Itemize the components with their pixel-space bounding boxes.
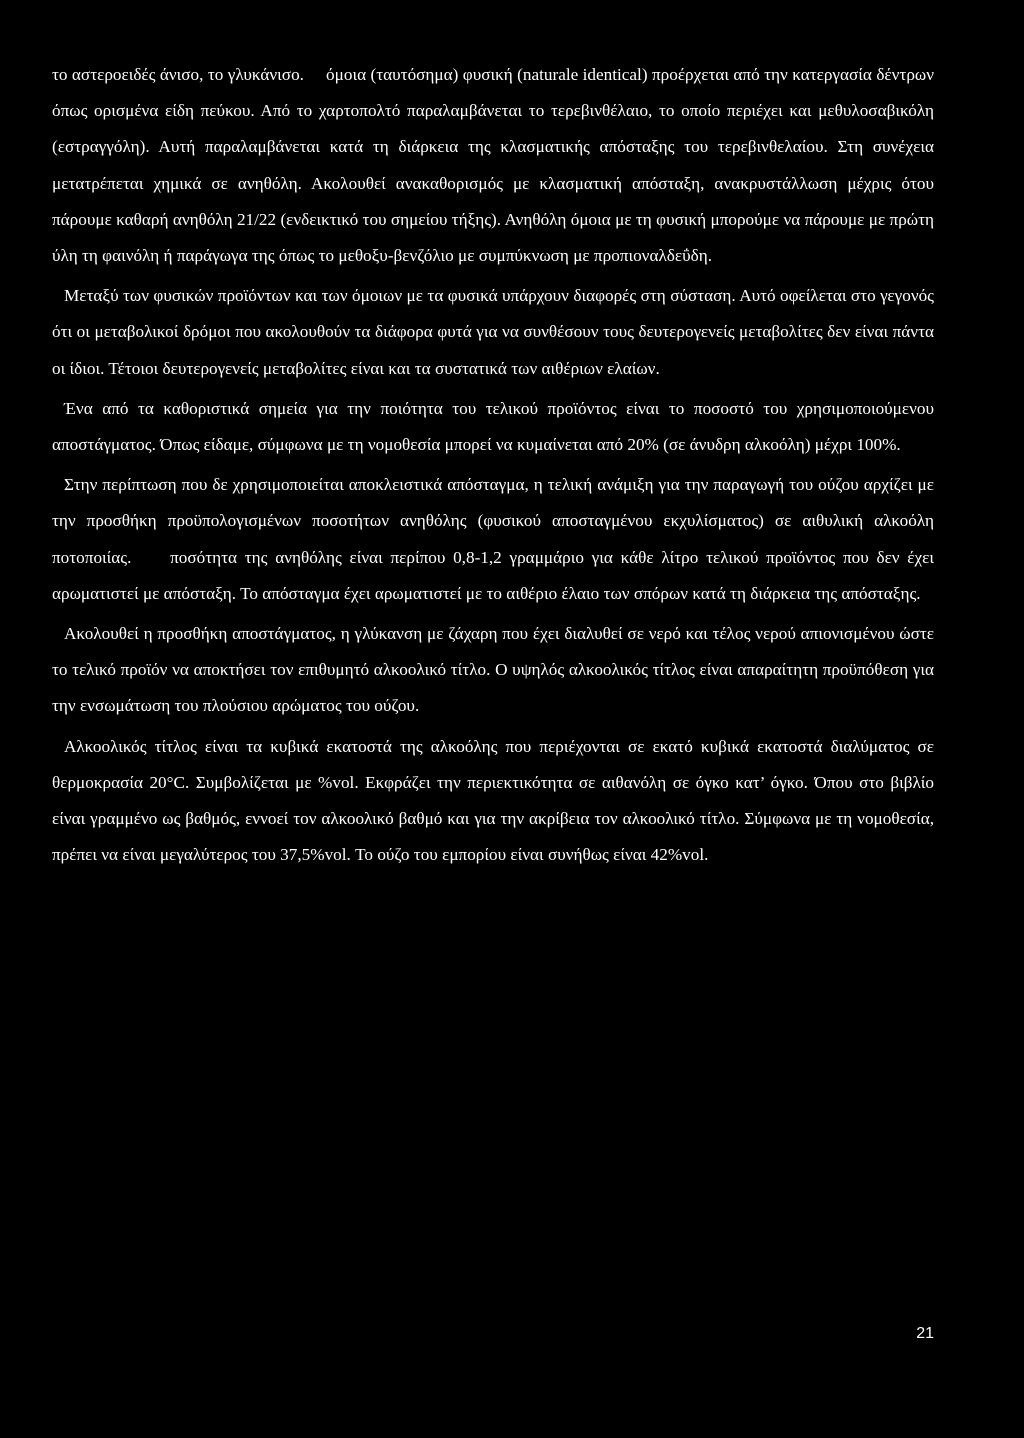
- paragraph-sweetening-water: Ακολουθεί η προσθήκη αποστάγματος, η γλύκανση με ζάχαρη που έχει διαλυθεί σε νερό και τέλος νερού απιονισμένου ώστε το τελικό προϊόν να αποκτήσει τον επιθυμητό αλκοολικό τίτλο. Ο υψηλός αλκοολικός τίτλος είναι απαραίτητη προϋπόθεση για την ενσωμάτωση του πλούσιου αρώματος του ούζου.: [52, 624, 934, 716]
- document-page: [52, 57, 934, 877]
- paragraph-composition-differences: Μεταξύ των φυσικών προϊόντων και των όμοιων με τα φυσικά υπάρχουν διαφορές στη σύσταση. Αυτό οφείλεται στο γεγονός ότι οι μεταβολικοί δρόμοι που ακολουθούν τα διάφορα φυτά για να συνθέσουν τους δευτερογενείς μεταβολίτες δεν είναι πάντα οι ίδιοι. Τέτοιοι δευτερογενείς μεταβολίτες είναι και τα συστατικά των αιθέριων ελαίων.: [52, 286, 934, 378]
- page-number: 21: [916, 1325, 934, 1342]
- paragraph-anethole-production: το αστεροειδές άνισο, το γλυκάνισο. όμοια (ταυτόσημα) φυσική (naturale identical) προέρχεται από την κατεργασία δέντρων όπως ορισμένα είδη πεύκου. Από το χαρτοπολτό παραλαμβάνεται το τερεβινθέλαιο, το οποίο περιέχει και μεθυλοσαβικόλη (εστραγγόλη). Αυτή παραλαμβάνεται κατά τη διάρκεια της κλασματικής απόσταξης του τερεβινθελαίου. Στη συνέχεια μετατρέπεται χημικά σε ανηθόλη. Ακολουθεί ανακαθορισμός με κλασματική απόσταξη, ανακρυστάλλωση μέχρις ότου πάρουμε καθαρή ανηθόλη 21/22 (ενδεικτικό του σημείου τήξης). Ανηθόλη όμοια με τη φυσική μπορούμε να πάρουμε με πρώτη ύλη τη φαινόλη ή παράγωγα της όπως το μεθοξυ-βενζόλιο με συμπύκνωση με προπιοναλδεΰδη.: [52, 65, 934, 266]
- paragraph-distillate-percentage: Ένα από τα καθοριστικά σημεία για την ποιότητα του τελικού προϊόντος είναι το ποσοστό του χρησιμοποιούμενου αποστάγματος. Όπως είδαμε, σύμφωνα με τη νομοθεσία μπορεί να κυμαίνεται από 20% (σε άνυδρη αλκοόλη) μέχρι 100%.: [52, 398, 934, 455]
- paragraph-alcoholic-strength: Αλκοολικός τίτλος είναι τα κυβικά εκατοστά της αλκοόλης που περιέχονται σε εκατό κυβικά εκατοστά διαλύματος σε θερμοκρασία 20°C. Συμβολίζεται με %vol. Εκφράζει την περιεκτικότητα σε αιθανόλη σε όγκο κατ’ όγκο. Όπου στο βιβλίο είναι γραμμένο ως βαθμός, εννοεί τον αλκοολικό βαθμό και για την ακρίβεια τον αλκοολικό τίτλο. Σύμφωνα με τη νομοθεσία, πρέπει να είναι μεγαλύτερος του 37,5%vol. Το ούζο του εμπορίου είναι συνήθως είναι 42%vol.: [52, 736, 934, 865]
- paragraph-final-mixing: Στην περίπτωση που δε χρησιμοποιείται αποκλειστικά απόσταγμα, η τελική ανάμιξη για την παραγωγή του ούζου αρχίζει με την προσθήκη προϋπολογισμένων ποσοτήτων ανηθόλης (φυσικού αποσταγμένου εκχυλίσματος) σε αιθυλική αλκοόλη ποτοποιίας. ποσότητα της ανηθόλης είναι περίπου 0,8-1,2 γραμμάριο για κάθε λίτρο τελικού προϊόντος που δεν έχει αρωματιστεί με απόσταξη. Το απόσταγμα έχει αρωματιστεί με το αιθέριο έλαιο των σπόρων κατά τη διάρκεια της απόσταξης.: [52, 475, 934, 603]
